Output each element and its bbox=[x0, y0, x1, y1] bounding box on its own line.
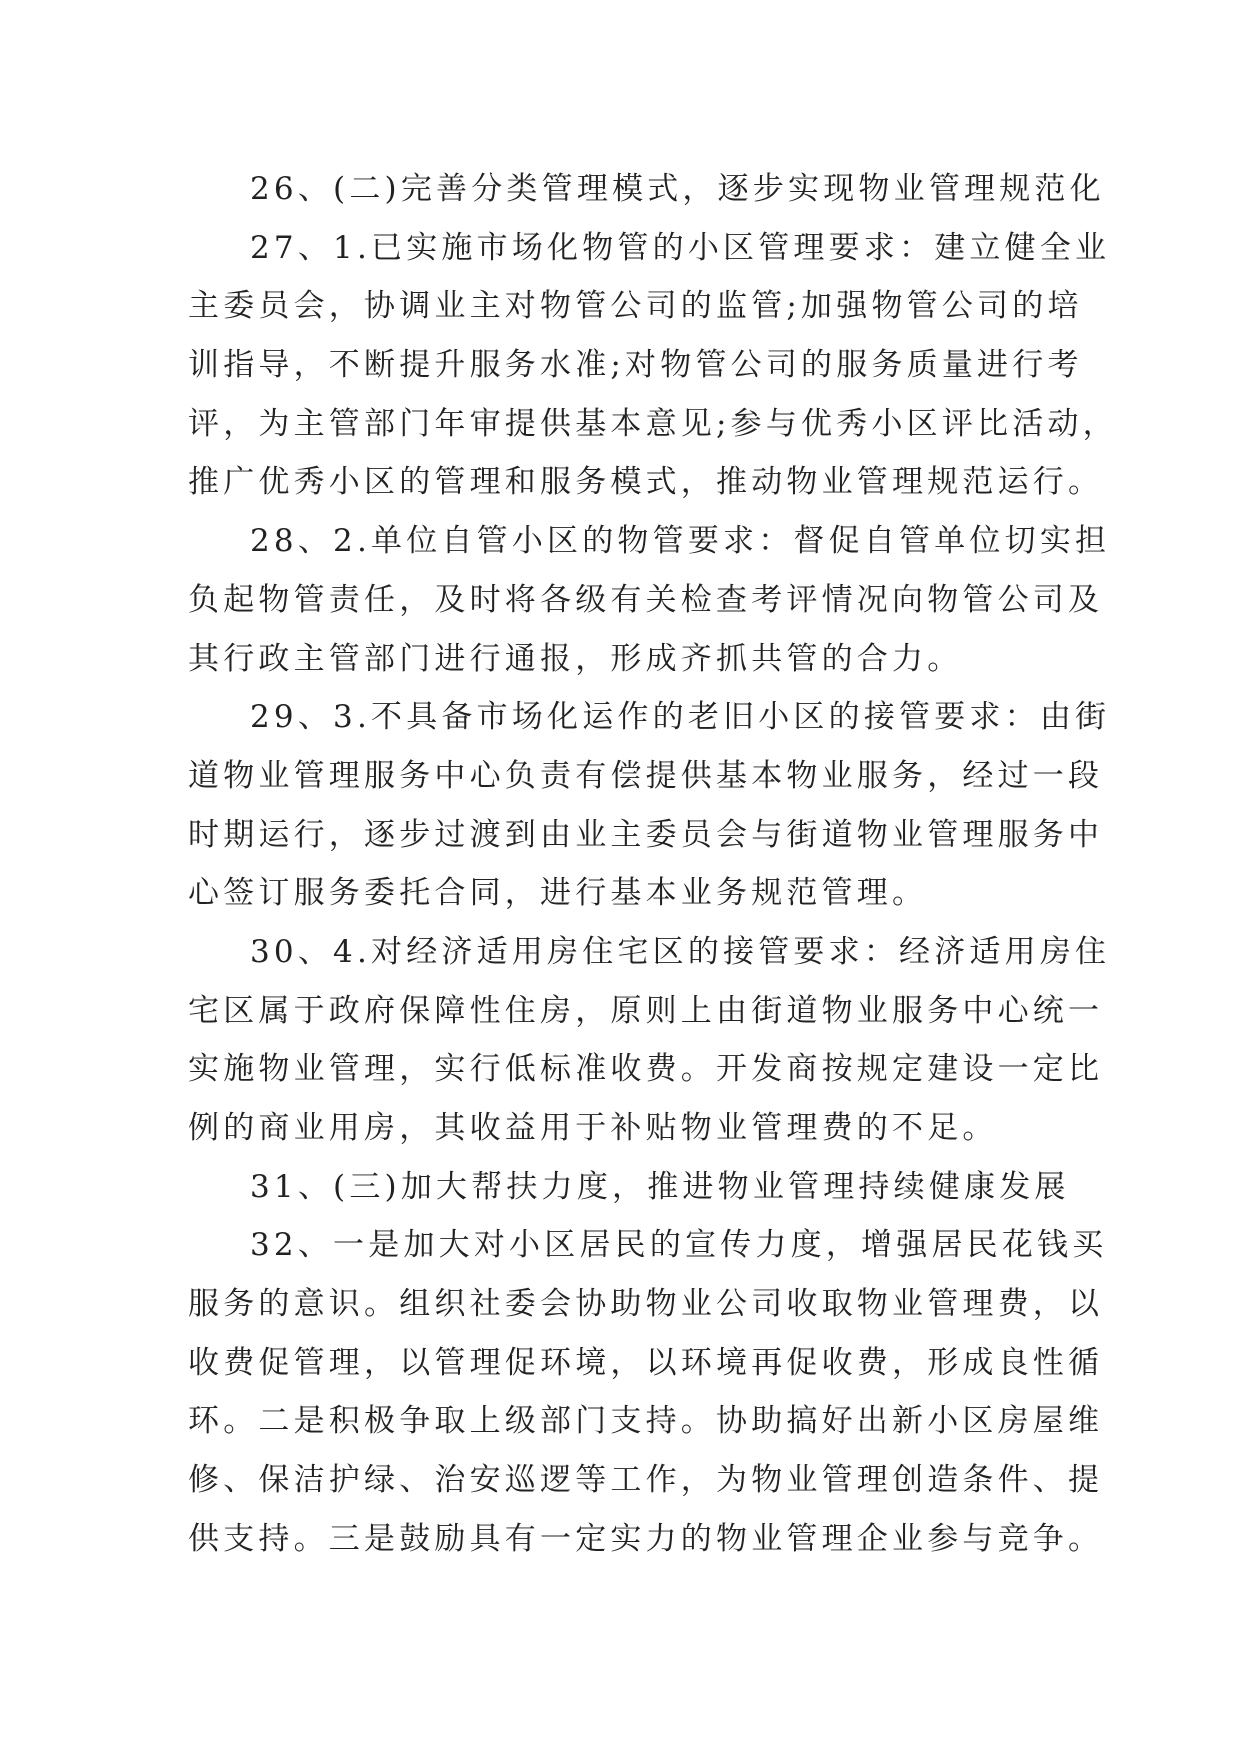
text-line: 实施物业管理，实行低标准收费。开发商按规定建设一定比 bbox=[188, 1051, 1104, 1088]
text-line: 负起物管责任，及时将各级有关检查考评情况向物管公司及 bbox=[188, 581, 1104, 618]
text-line: 26、(二)完善分类管理模式，逐步实现物业管理规范化 bbox=[250, 171, 1105, 207]
document-body bbox=[188, 160, 1118, 1569]
text-line: 其行政主管部门进行通报，形成齐抓共管的合力。 bbox=[188, 640, 963, 677]
text-line: 道物业管理服务中心负责有偿提供基本物业服务，经过一段 bbox=[188, 757, 1104, 794]
text-line: 修、保洁护绿、治安巡逻等工作，为物业管理创造条件、提 bbox=[188, 1462, 1104, 1499]
text-line: 27、1.已实施市场化物管的小区管理要求：建立健全业 bbox=[250, 229, 1111, 266]
text-line: 推广优秀小区的管理和服务模式，推动物业管理规范运行。 bbox=[188, 464, 1104, 501]
text-line: 主委员会，协调业主对物管公司的监管;加强物管公司的培 bbox=[188, 288, 1083, 325]
text-line: 例的商业用房，其收益用于补贴物业管理费的不足。 bbox=[188, 1110, 998, 1146]
text-line: 30、4.对经济适用房住宅区的接管要求：经济适用房住 bbox=[250, 933, 1111, 970]
text-line: 31、(三)加大帮扶力度，推进物业管理持续健康发展 bbox=[250, 1168, 1070, 1205]
text-line: 时期运行，逐步过渡到由业主委员会与街道物业管理服务中 bbox=[188, 816, 1104, 853]
text-line: 28、2.单位自管小区的物管要求：督促自管单位切实担 bbox=[250, 523, 1111, 560]
text-line: 服务的意识。组织社委会协助物业公司收取物业管理费，以 bbox=[188, 1286, 1104, 1323]
text-line: 评，为主管部门年审提供基本意见;参与优秀小区评比活动， bbox=[188, 405, 1118, 442]
text-line: 32、一是加大对小区居民的宣传力度，增强居民花钱买 bbox=[250, 1227, 1108, 1264]
text-line: 收费促管理，以管理促环境，以环境再促收费，形成良性循 bbox=[188, 1344, 1104, 1381]
text-line: 29、3.不具备市场化运作的老旧小区的接管要求：由街 bbox=[250, 699, 1111, 736]
text-line: 心签订服务委托合同，进行基本业务规范管理。 bbox=[188, 875, 928, 912]
text-line: 环。二是积极争取上级部门支持。协助搞好出新小区房屋维 bbox=[188, 1403, 1104, 1440]
text-line: 训指导，不断提升服务水准;对物管公司的服务质量进行考 bbox=[188, 347, 1083, 384]
text-line: 宅区属于政府保障性住房，原则上由街道物业服务中心统一 bbox=[188, 992, 1104, 1029]
text-line: 供支持。三是鼓励具有一定实力的物业管理企业参与竞争。 bbox=[188, 1520, 1104, 1557]
